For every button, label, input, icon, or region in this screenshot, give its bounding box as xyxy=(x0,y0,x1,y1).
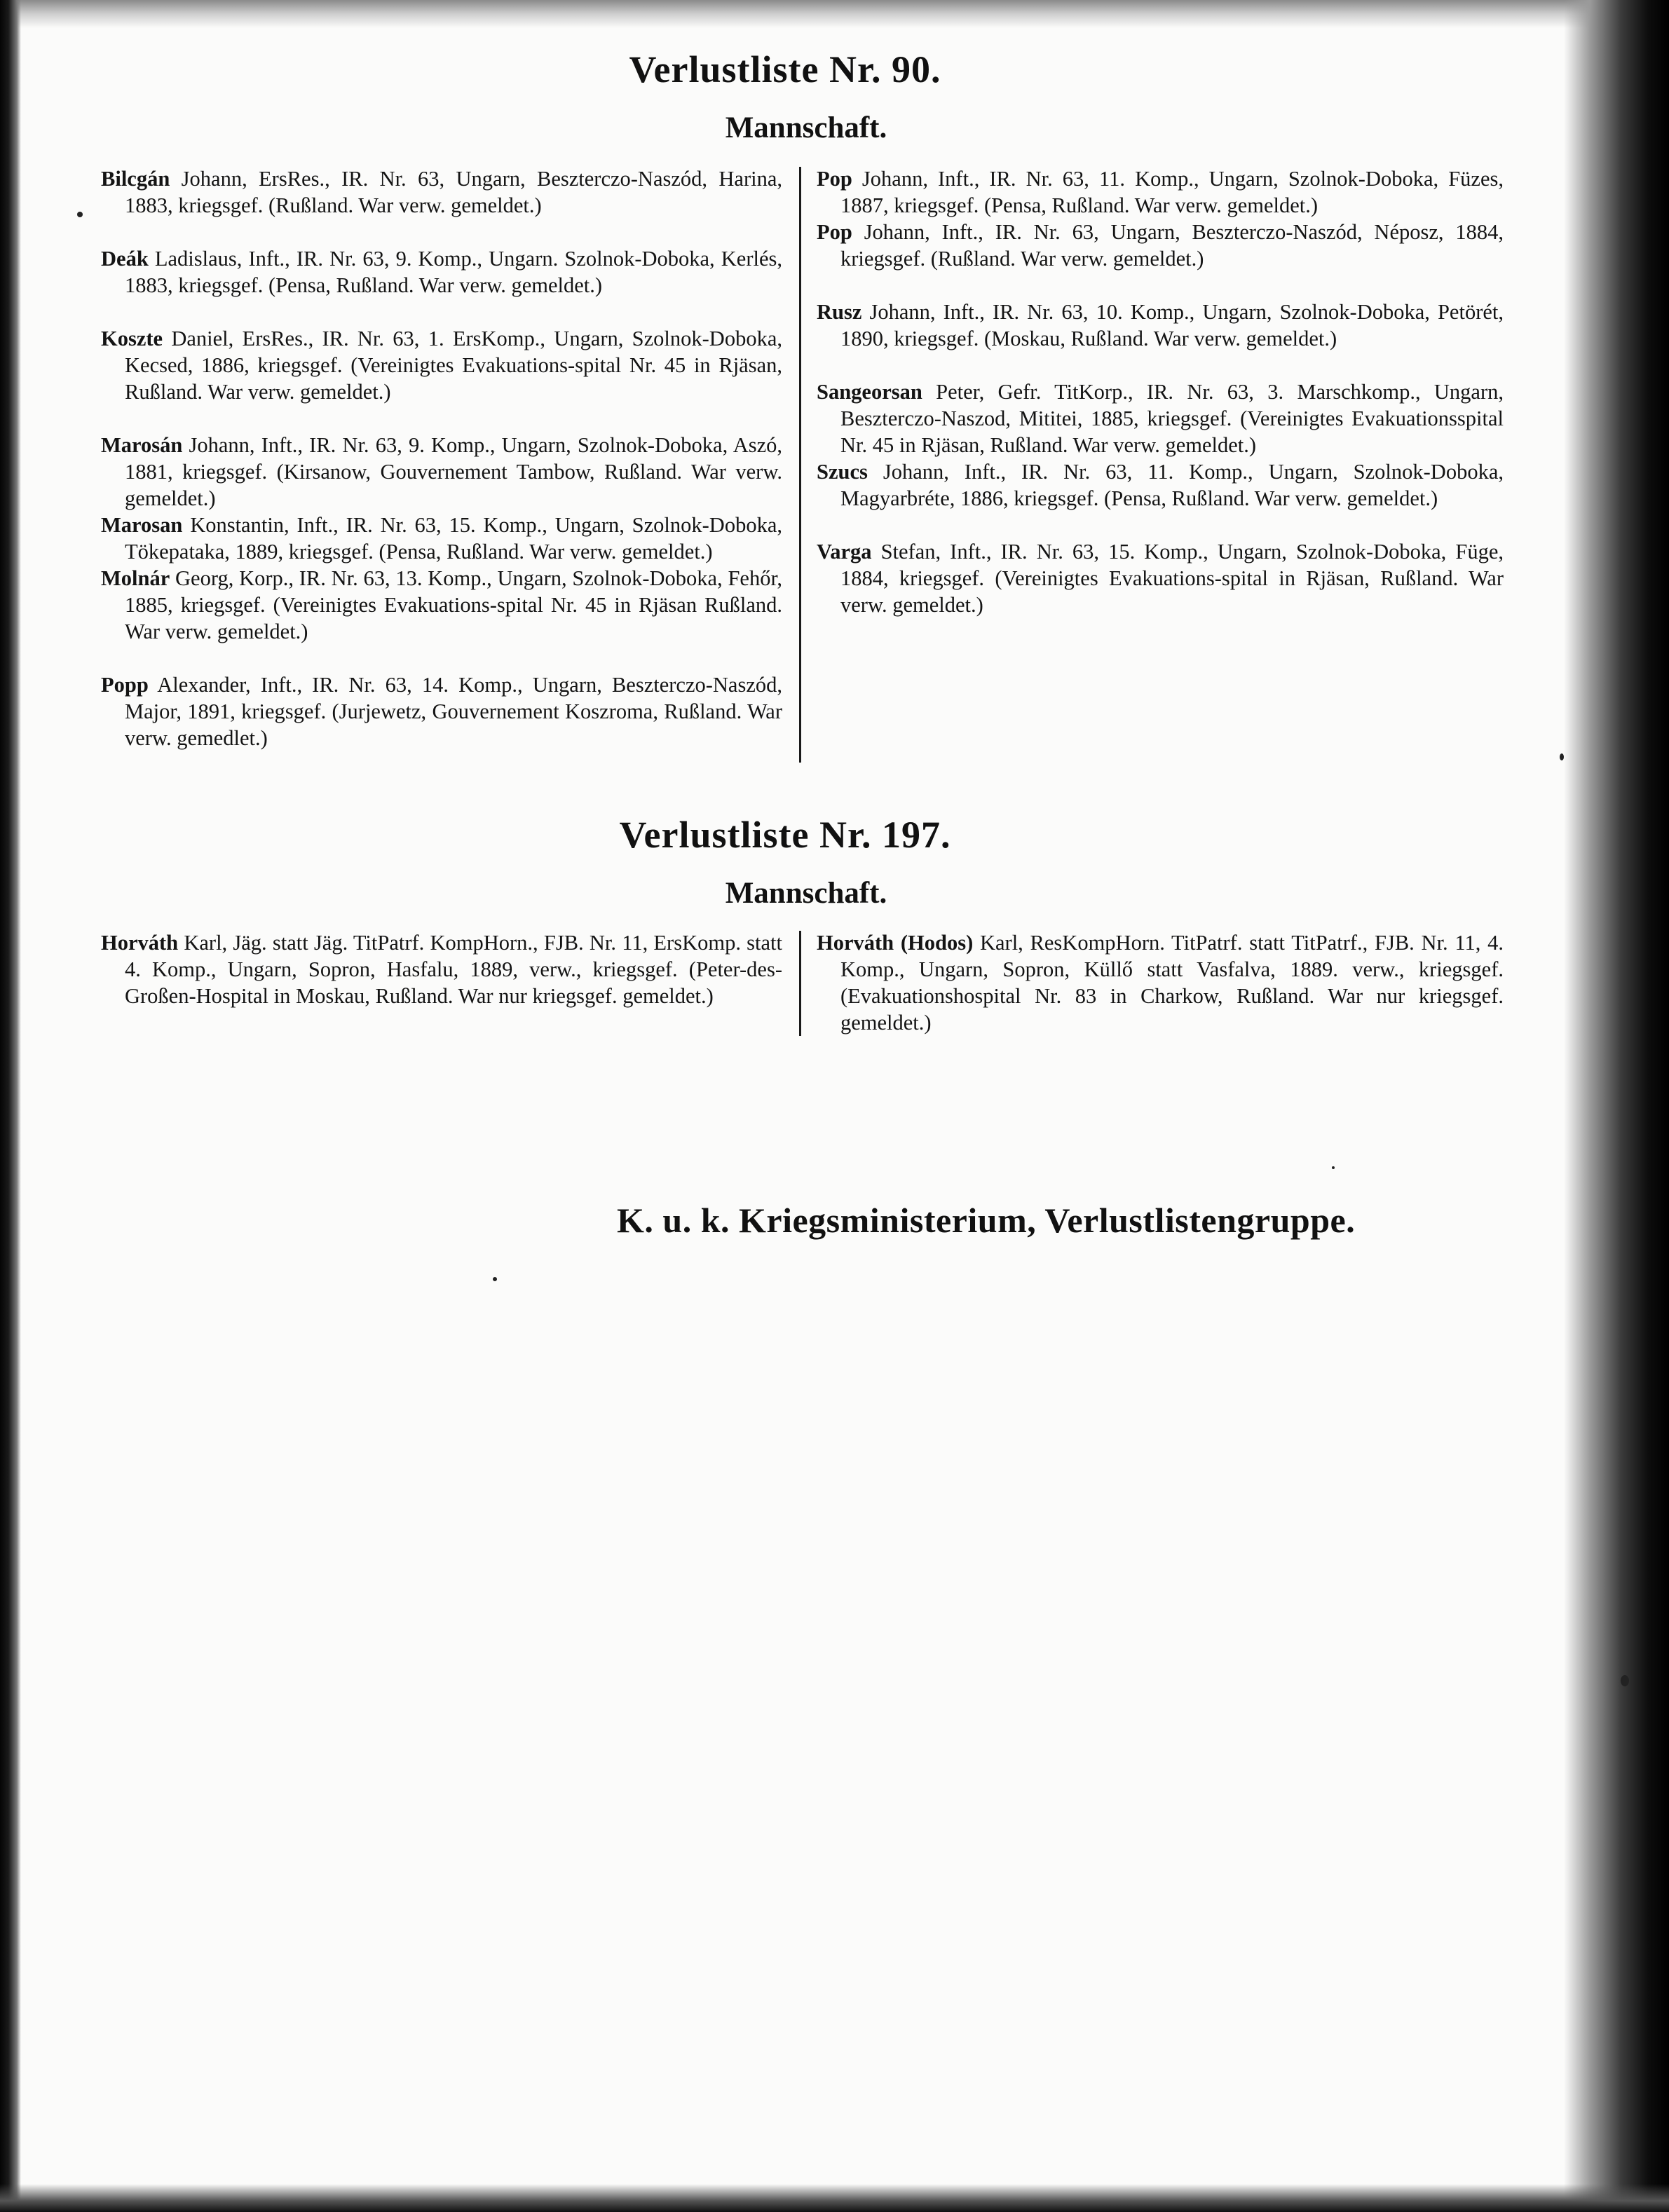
list-item: Szucs Johann, Inft., IR. Nr. 63, 11. Komp., Ungarn, Szolnok-Doboka, Magyarbréte, 1886, kriegsgef. (Pensa, Rußland. War verw. gemeldet.) xyxy=(817,460,1504,510)
scan-speck xyxy=(1332,1166,1335,1169)
scan-edge-top xyxy=(0,0,1669,28)
list-item: Koszte Daniel, ErsRes., IR. Nr. 63, 1. ErsKomp., Ungarn, Szolnok-Doboka, Kecsed, 1886, kriegsgef. (Vereinigtes Evakuations-spital Nr. 45 in Rjäsan, Rußland. War verw. gemeldet.) xyxy=(101,327,782,404)
list-item: Pop Johann, Inft., IR. Nr. 63, Ungarn, Beszterczo-Naszód, Néposz, 1884, kriegsgef. (Rußland. War verw. gemeldet.) xyxy=(817,220,1504,271)
list197-title: Verlustliste Nr. 197. xyxy=(619,814,951,856)
list-item: Varga Stefan, Inft., IR. Nr. 63, 15. Komp., Ungarn, Szolnok-Doboka, Füge, 1884, kriegsgef. (Vereinigtes Evakuations-spital in Rjäsan, Rußland. War verw. gemeldet.) xyxy=(817,540,1504,617)
list-item: Horváth (Hodos) Karl, ResKompHorn. TitPatrf. statt TitPatrf., FJB. Nr. 11, 4. Komp., Ungarn, Sopron, Küllő statt Vasfalva, 1889. verw., kriegsgef. (Evakuationshospital Nr. 83 in Charkow, Rußland. War nur kriegsgef. gemeldet.) xyxy=(817,931,1504,1035)
list90-right-column xyxy=(817,165,1504,618)
ministry-signature: K. u. k. Kriegsministerium, Verlustlistengruppe. xyxy=(617,1201,1356,1240)
list-item: Molnár Georg, Korp., IR. Nr. 63, 13. Komp., Ungarn, Szolnok-Doboka, Fehőr, 1885, kriegsgef. (Vereinigtes Evakuations-spital Nr. 45 in Rjäsan Rußland. War verw. gemeldet.) xyxy=(101,566,782,643)
list90-left-column xyxy=(101,165,782,751)
list-item: Marosán Johann, Inft., IR. Nr. 63, 9. Komp., Ungarn, Szolnok-Doboka, Aszó, 1881, kriegsgef. (Kirsanow, Gouvernement Tambow, Rußland. War verw. gemeldet.) xyxy=(101,433,782,510)
scan-speck xyxy=(493,1277,497,1281)
list197-subtitle: Mannschaft. xyxy=(725,877,887,910)
list-item: Pop Johann, Inft., IR. Nr. 63, 11. Komp., Ungarn, Szolnok-Doboka, Füzes, 1887, kriegsgef. (Pensa, Rußland. War verw. gemeldet.) xyxy=(817,167,1504,217)
list-item: Sangeorsan Peter, Gefr. TitKorp., IR. Nr. 63, 3. Marschkomp., Ungarn, Beszterczo-Naszod, Mititei, 1885, kriegsgef. (Vereinigtes Evakuationsspital Nr. 45 in Rjäsan, Rußland. War verw. gemeldet.) xyxy=(817,380,1504,457)
scan-speck xyxy=(1560,753,1564,760)
list-item: Marosan Konstantin, Inft., IR. Nr. 63, 15. Komp., Ungarn, Szolnok-Doboka, Tökepataka, 1889, kriegsgef. (Pensa, Rußland. War verw. gemeldet.) xyxy=(101,513,782,564)
column-divider xyxy=(799,931,801,1036)
scan-edge-left xyxy=(0,0,21,2212)
scan-speck xyxy=(77,212,83,217)
column-divider xyxy=(799,167,801,763)
list197-left-column xyxy=(101,929,782,1009)
scan-edge-bottom xyxy=(0,2184,1669,2212)
list-item: Popp Alexander, Inft., IR. Nr. 63, 14. Komp., Ungarn, Beszterczo-Naszód, Major, 1891, kriegsgef. (Jurjewetz, Gouvernement Koszroma, Rußland. War verw. gemedlet.) xyxy=(101,673,782,750)
scan-edge-right xyxy=(1564,0,1669,2212)
list90-title: Verlustliste Nr. 90. xyxy=(629,48,941,90)
list90-subtitle: Mannschaft. xyxy=(725,111,887,144)
list-item: Bilcgán Johann, ErsRes., IR. Nr. 63, Ungarn, Beszterczo-Naszód, Harina, 1883, kriegsgef. (Rußland. War verw. gemeldet.) xyxy=(101,167,782,217)
list-item: Rusz Johann, Inft., IR. Nr. 63, 10. Komp., Ungarn, Szolnok-Doboka, Petörét, 1890, kriegsgef. (Moskau, Rußland. War verw. gemeldet.) xyxy=(817,300,1504,350)
list-item: Horváth Karl, Jäg. statt Jäg. TitPatrf. KompHorn., FJB. Nr. 11, ErsKomp. statt 4. Komp., Ungarn, Sopron, Hasfalu, 1889, verw., kriegsgef. (Peter-des-Großen-Hospital in Moskau, Rußland. War nur kriegsgef. gemeldet.) xyxy=(101,931,782,1008)
scan-speck xyxy=(1621,1675,1629,1686)
list197-right-column xyxy=(817,929,1504,1036)
list-item: Deák Ladislaus, Inft., IR. Nr. 63, 9. Komp., Ungarn. Szolnok-Doboka, Kerlés, 1883, kriegsgef. (Pensa, Rußland. War verw. gemeldet.) xyxy=(101,247,782,297)
